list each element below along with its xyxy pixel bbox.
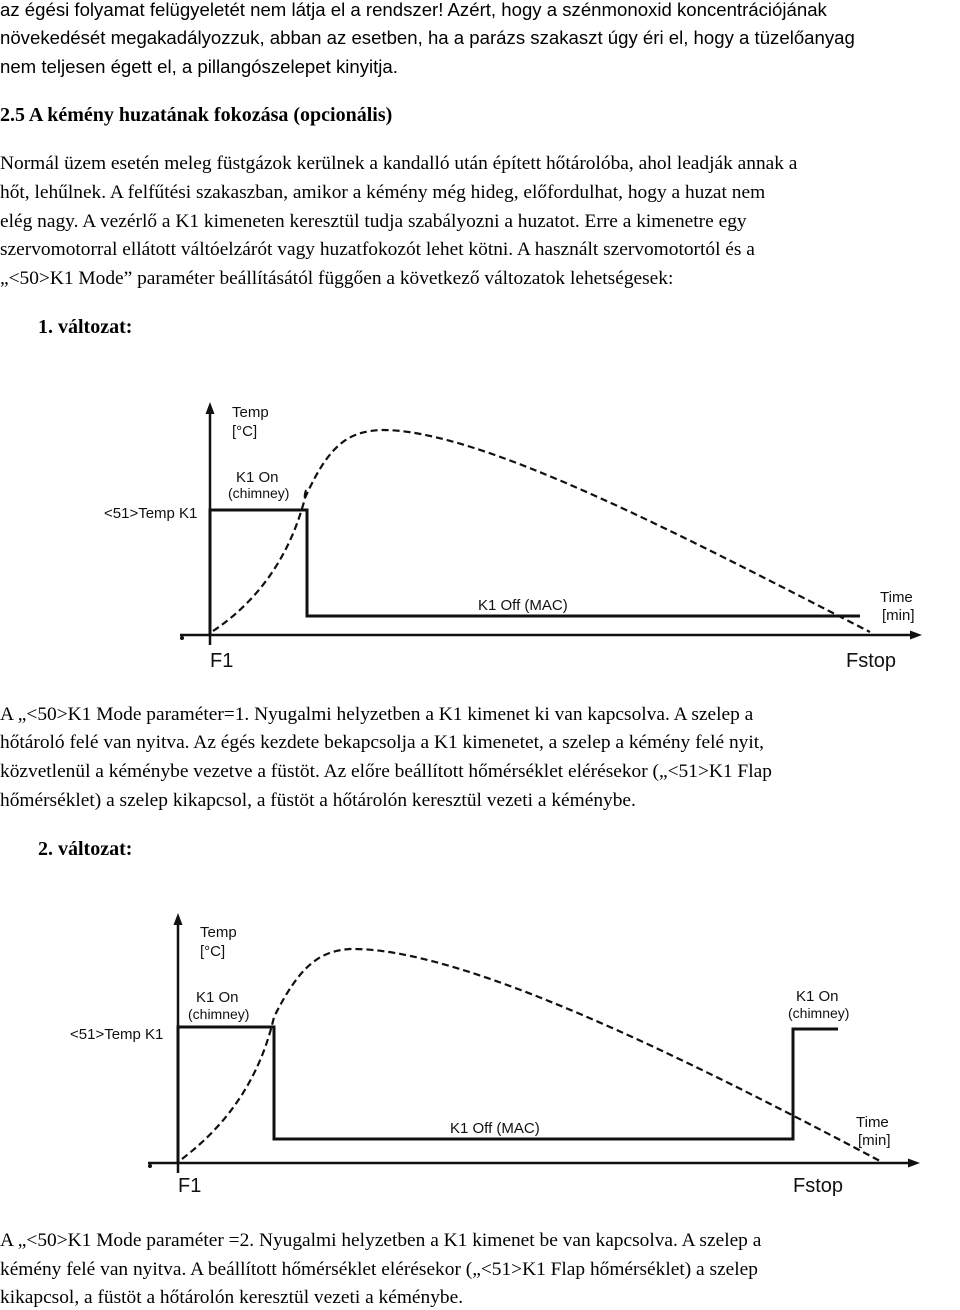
f1-label: F1 <box>178 1175 202 1197</box>
paragraph-line: hőmérséklet) a szelep kikapcsol, a füstöt a hőtárolón keresztül vezeti a kéménybe. <box>0 790 636 811</box>
threshold-label: <51>Temp K1 <box>104 505 198 522</box>
fstop-label: Fstop <box>793 1175 844 1197</box>
y-axis-label: Temp <box>232 404 269 421</box>
y-axis-unit: [°C] <box>232 423 258 440</box>
f1-label: F1 <box>210 650 234 672</box>
k1-on-right-label: K1 On <box>796 988 839 1005</box>
paragraph-line: kikapcsol, a füstöt a hőtárolón keresztül vezeti a kéménybe. <box>0 1287 464 1308</box>
k1-on-label: K1 On <box>236 469 279 486</box>
k1-off-label: K1 Off (MAC) <box>450 1120 540 1137</box>
k1-output-line <box>210 510 860 635</box>
k1-output-line <box>178 1027 838 1163</box>
x-axis-arrow <box>908 1159 920 1168</box>
origin-dot <box>148 1164 152 1168</box>
y-axis-label: Temp <box>200 924 237 941</box>
paragraph-line: A „<50>K1 Mode paraméter =2. Nyugalmi helyzetben a K1 kimenet be van kapcsolva. A szelep a <box>0 1230 762 1251</box>
paragraph-line: közvetlenül a kéménybe vezetve a füstöt. Az előre beállított hőmérséklet elérésekor („<51>K1 Flap <box>0 761 772 782</box>
fstop-label: Fstop <box>846 650 897 672</box>
paragraph-line: szervomotorral ellátott váltóelzárót vagy huzatfokozót lehet kötni. A használt szervomotortól és a <box>0 239 755 260</box>
paragraph-line: „<50>K1 Mode” paraméter beállításától függően a következő változatok lehetségesek: <box>0 268 674 289</box>
intro-line: növekedését megakadályozzuk, abban az esetben, ha a parázs szakaszt úgy éri el, hogy a tüzelőanyag <box>0 27 855 48</box>
variant-1-heading: 1. változat: <box>38 316 133 338</box>
y-axis-arrow <box>174 913 183 925</box>
origin-dot <box>180 636 184 640</box>
paragraph-line: kémény felé van nyitva. A beállított hőmérséklet elérésekor („<51>K1 Flap hőmérséklet) a szelep <box>0 1259 758 1280</box>
x-axis-label: Time <box>856 1114 889 1131</box>
k1-on-sublabel: (chimney) <box>228 485 290 501</box>
x-axis-unit: [min] <box>858 1132 891 1149</box>
k1-on-sublabel: (chimney) <box>188 1006 250 1022</box>
paragraph-line: hőtároló felé van nyitva. Az égés kezdete bekapcsolja a K1 kimenetet, a szelep a kémény felé nyit, <box>0 732 764 753</box>
variant-1-diagram <box>0 380 960 720</box>
paragraph-line: hőt, lehűlnek. A felfűtési szakaszban, amikor a kémény még hideg, előfordulhat, hogy a huzat nem <box>0 182 766 203</box>
y-axis-arrow <box>206 402 215 414</box>
variant-2-diagram <box>0 905 960 1225</box>
x-axis-label: Time <box>880 589 913 606</box>
x-axis-arrow <box>910 631 922 640</box>
intro-line: nem teljesen égett el, a pillangószelepet kinyitja. <box>0 56 398 77</box>
threshold-label: <51>Temp K1 <box>70 1026 164 1043</box>
paragraph-line: elég nagy. A vezérlő a K1 kimeneten keresztül tudja szabályozni a huzatot. Erre a kimenetre egy <box>0 211 747 232</box>
x-axis-unit: [min] <box>882 607 915 624</box>
y-axis-unit: [°C] <box>200 943 226 960</box>
section-title: 2.5 A kémény huzatának fokozása (opcionális) <box>0 104 393 126</box>
k1-on-right-sublabel: (chimney) <box>788 1005 850 1021</box>
k1-on-label: K1 On <box>196 989 239 1006</box>
k1-off-label: K1 Off (MAC) <box>478 597 568 614</box>
intro-line: az égési folyamat felügyeletét nem látja el a rendszer! Azért, hogy a szénmonoxid koncentrációjának <box>0 0 827 20</box>
paragraph-line: Normál üzem esetén meleg füstgázok kerülnek a kandalló után épített hőtárolóba, ahol leadják annak a <box>0 153 798 174</box>
variant-2-heading: 2. változat: <box>38 838 133 860</box>
paragraph-line: A „<50>K1 Mode paraméter=1. Nyugalmi helyzetben a K1 kimenet ki van kapcsolva. A szelep a <box>0 704 754 725</box>
